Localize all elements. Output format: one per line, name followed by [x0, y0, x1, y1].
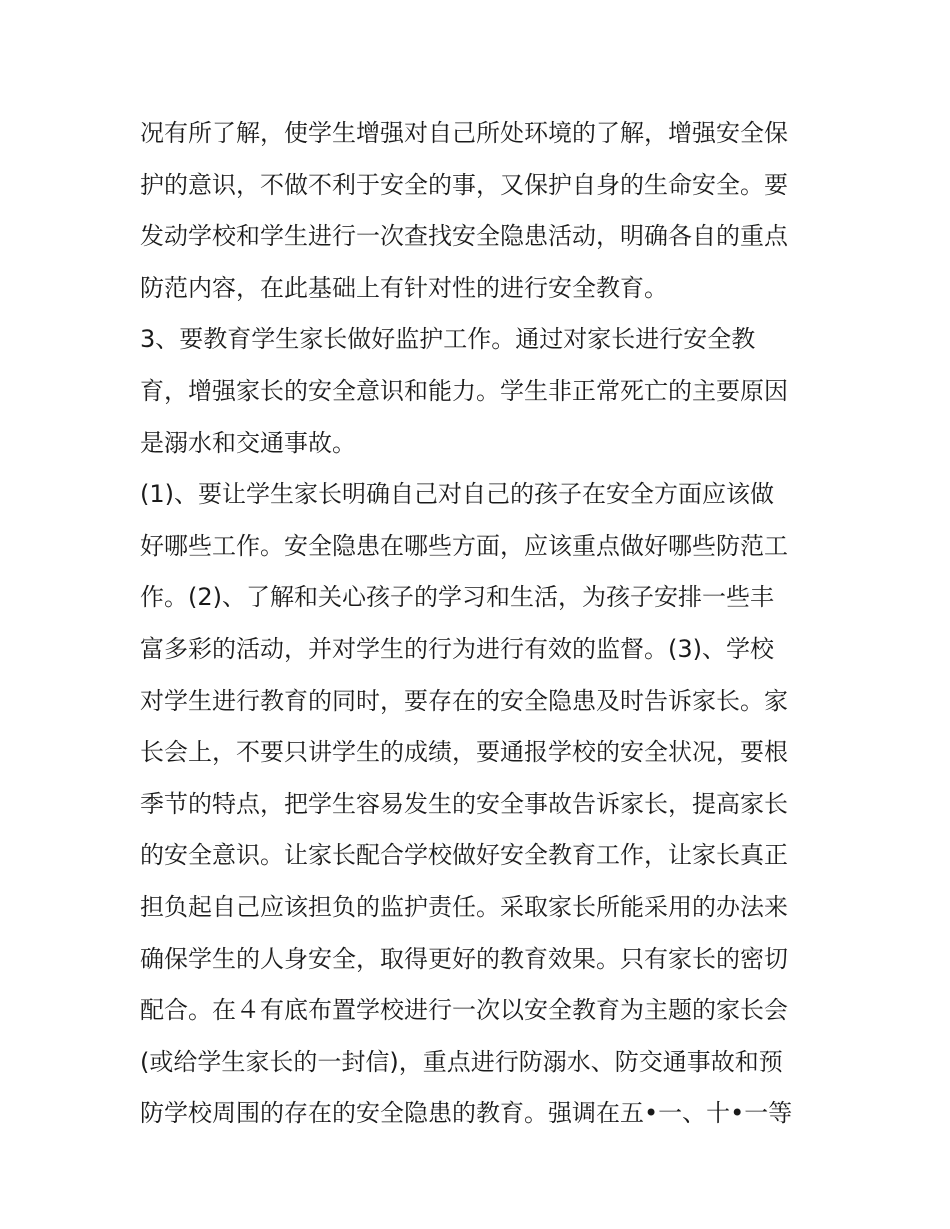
text-line: 配合。在４有底布置学校进行一次以安全教育为主题的家长会 [140, 996, 788, 1025]
text-line: 是溺水和交通事故。 [140, 428, 356, 457]
text-line: 防范内容，在此基础上有针对性的进行安全教育。 [140, 273, 668, 302]
text-line: 况有所了解，使学生增强对自己所处环境的了解，增强安全保 [140, 119, 788, 147]
text-line: 担负起自己应该担负的监护责任。采取家长所能采用的办法来 [140, 892, 788, 921]
text-line: 育，增强家长的安全意识和能力。学生非正常死亡的主要原因 [140, 376, 788, 405]
text-line: 的安全意识。让家长配合学校做好安全教育工作，让家长真正 [140, 841, 788, 870]
text-line: 发动学校和学生进行一次查找安全隐患活动，明确各自的重点 [140, 222, 788, 251]
text-line: 护的意识，不做不利于安全的事，又保护自身的生命安全。要 [140, 170, 788, 199]
text-line: 作。(2)、了解和关心孩子的学习和生活，为孩子安排一些丰 [140, 583, 774, 612]
text-line: 3、要教育学生家长做好监护工作。通过对家长进行安全教 [140, 325, 756, 354]
text-line: 确保学生的人身安全，取得更好的教育效果。只有家长的密切 [140, 944, 788, 973]
text-line: (1)、要让学生家长明确自己对自己的孩子在安全方面应该做 [140, 480, 774, 509]
text-line: 长会上，不要只讲学生的成绩，要通报学校的安全状况，要根 [140, 738, 788, 767]
text-line: 好哪些工作。安全隐患在哪些方面，应该重点做好哪些防范工 [140, 531, 788, 560]
body-text [140, 108, 820, 1140]
text-line: (或给学生家长的一封信)，重点进行防溺水、防交通事故和预 [140, 1047, 783, 1076]
text-line: 防学校周围的存在的安全隐患的教育。强调在五•一、十•一等 [140, 1099, 793, 1128]
text-line: 富多彩的活动，并对学生的行为进行有效的监督。(3)、学校 [140, 634, 774, 663]
text-line: 对学生进行教育的同时，要存在的安全隐患及时告诉家长。家 [140, 686, 788, 715]
text-line: 季节的特点，把学生容易发生的安全事故告诉家长，提高家长 [140, 789, 788, 818]
